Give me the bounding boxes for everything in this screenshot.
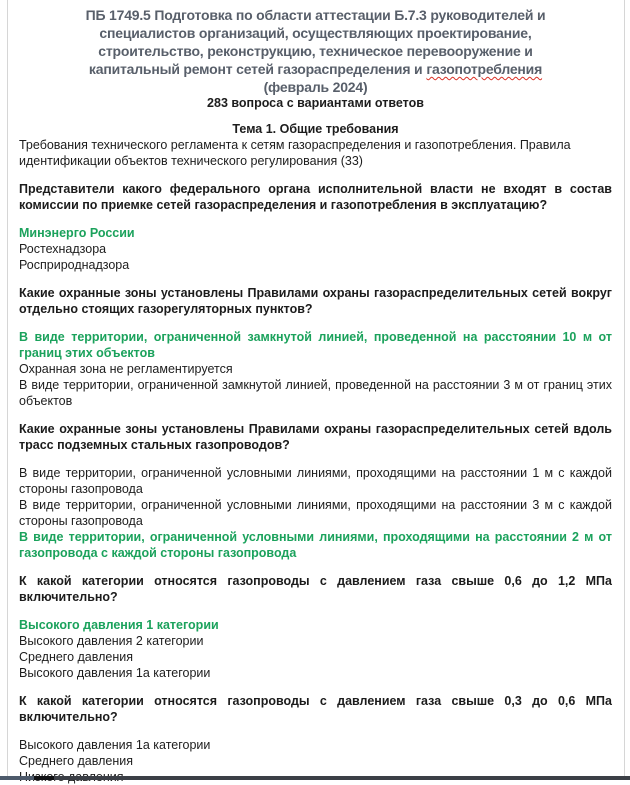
title-line: ПБ 1749.5 Подготовка по области аттестации Б.7.3 руководителей и	[85, 7, 546, 23]
answer-option: Ростехнадзора	[19, 242, 107, 256]
question-text: К какой категории относятся газопроводы с давлением газа свыше 0,6 до 1,2 МПа включительно?	[19, 574, 612, 604]
answer-option: Минэнерго России	[19, 226, 135, 240]
document-page[interactable]	[7, 0, 625, 776]
answer-option: Высокого давления 2 категории	[19, 634, 204, 648]
answer-option: Росприроднадзора	[19, 258, 130, 272]
title-line	[19, 60, 612, 78]
bottom-edge-segment	[0, 776, 34, 780]
answers-group	[19, 617, 612, 681]
answer-option: Среднего давления	[19, 650, 134, 664]
questions-count-subtitle: 283 вопроса с вариантами ответов	[207, 96, 424, 110]
answers-group	[19, 225, 612, 273]
answer-option: Высокого давления 1а категории	[19, 666, 211, 680]
question-text: К какой категории относятся газопроводы с давлением газа свыше 0,3 до 0,6 МПа включительно?	[19, 694, 612, 724]
answers-group	[19, 329, 612, 409]
title-line-text: капитальный ремонт сетей газораспределения и	[88, 61, 423, 77]
document-title	[19, 6, 612, 96]
title-line: строительство, реконструкцию, техническое перевооружение и	[98, 43, 533, 59]
answer-option: В виде территории, ограниченной условными линиями, проходящими на расстоянии 3 м с каждой стороны газопровода	[19, 498, 612, 528]
answer-option: Среднего давления	[19, 754, 134, 768]
bottom-edge-segment	[34, 776, 54, 780]
answer-option: В виде территории, ограниченной замкнутой линией, проведенной на расстоянии 10 м от границ этих объектов	[19, 330, 612, 360]
question-text: Какие охранные зоны установлены Правилами охраны газораспределительных сетей вдоль трасс подземных стальных газопроводов?	[19, 422, 612, 452]
question-text: Представители какого федерального органа исполнительной власти не входят в состав комиссии по приемке сетей газораспределения и газопотребления в эксплуатацию?	[19, 182, 612, 212]
answers-group	[19, 465, 612, 561]
misspelled-word: газопотребления	[426, 61, 543, 77]
answer-option: В виде территории, ограниченной условными линиями, проходящими на расстоянии 2 м от газопровода с каждой стороны газопровода	[19, 530, 612, 560]
answer-option: Охранная зона не регламентируется	[19, 362, 233, 376]
theme-heading: Тема 1. Общие требования	[232, 122, 399, 136]
theme-description: Требования технического регламента к сетям газораспределения и газопотребления. Правила идентификации объектов технического регулирования (33)	[19, 138, 571, 168]
title-line: специалистов организаций, осуществляющих проектирование,	[99, 25, 532, 41]
bottom-window-edge	[0, 776, 630, 780]
answer-option: Высокого давления 1а категории	[19, 738, 211, 752]
question-text: Какие охранные зоны установлены Правилами охраны газораспределительных сетей вокруг отдельно стоящих газорегуляторных пунктов?	[19, 286, 612, 316]
answer-option: Высокого давления 1 категории	[19, 618, 219, 632]
title-line: (февраль 2024)	[263, 79, 368, 95]
answer-option: В виде территории, ограниченной замкнутой линией, проведенной на расстоянии 3 м от границ этих объектов	[19, 378, 612, 408]
answer-option: В виде территории, ограниченной условными линиями, проходящими на расстоянии 1 м с каждой стороны газопровода	[19, 466, 612, 496]
